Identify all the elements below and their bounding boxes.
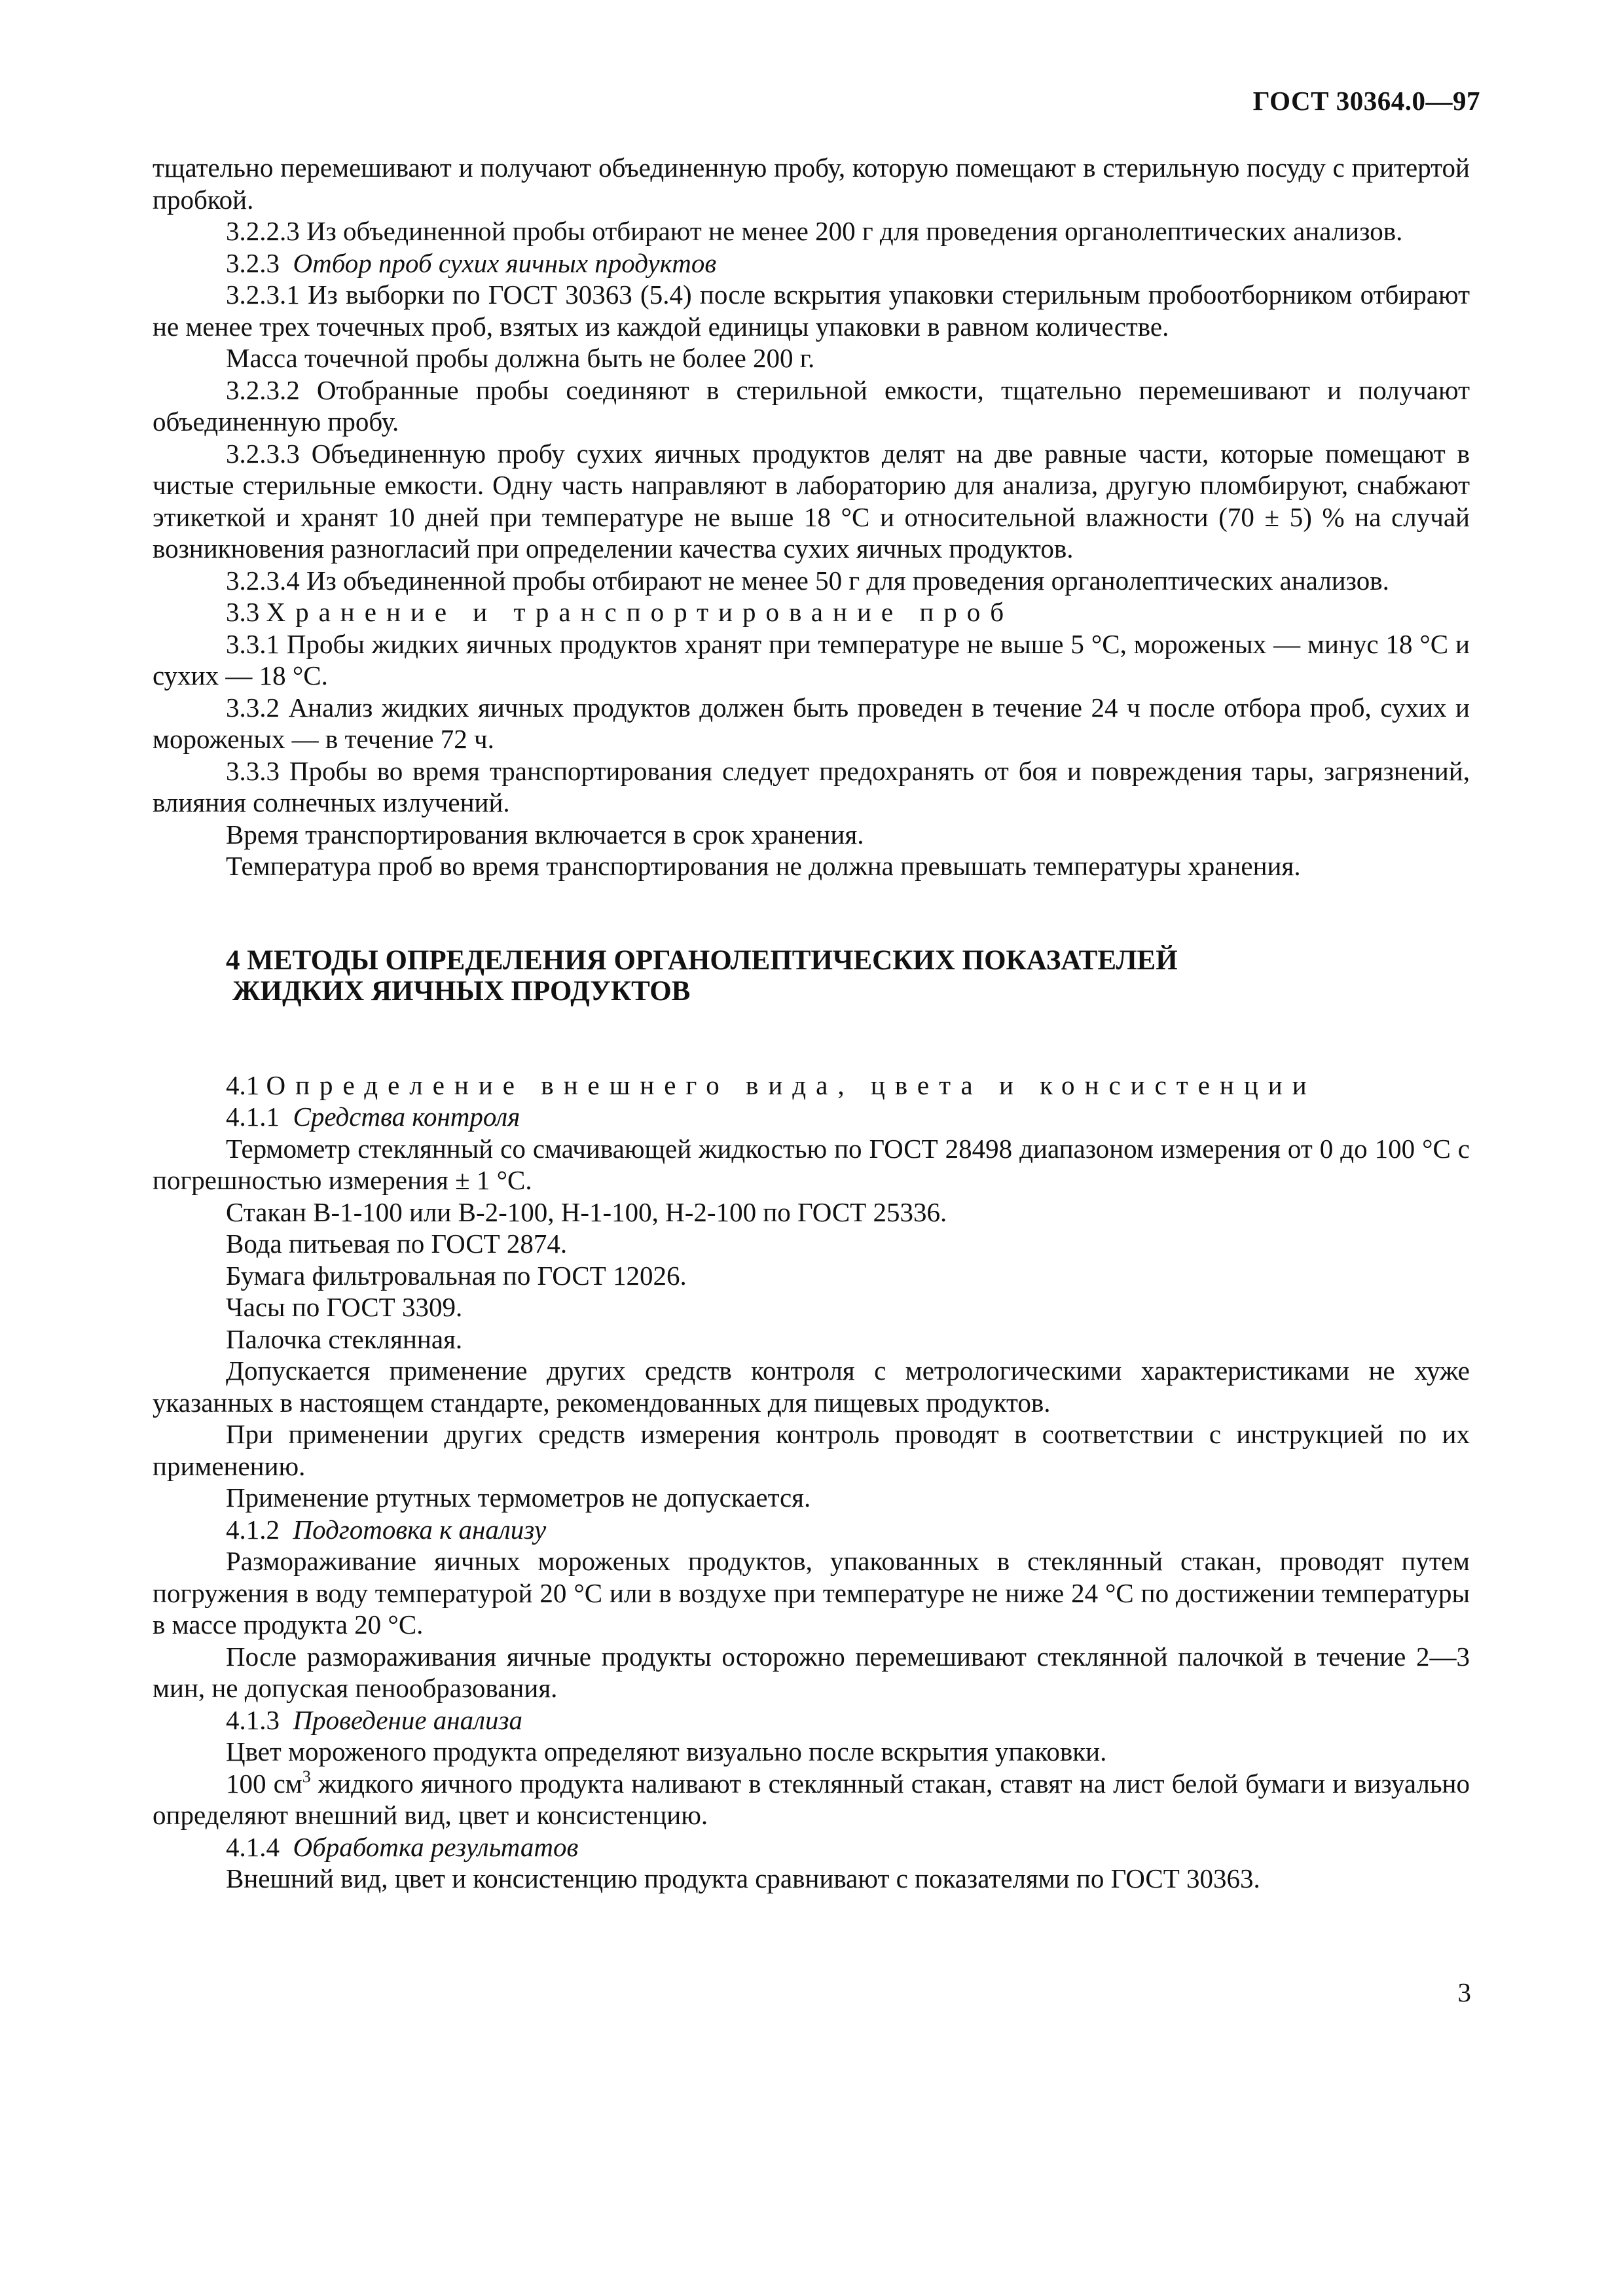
paragraph: Стакан В-1-100 или В-2-100, Н-1-100, Н-2-100 по ГОСТ 25336.	[226, 1196, 947, 1227]
subsection-title: Подготовка к анализу	[293, 1514, 547, 1545]
paragraph: Палочка стеклянная.	[226, 1323, 463, 1354]
paragraph: Применение ртутных термометров не допускается.	[226, 1482, 811, 1513]
paragraph: 3.2.3.3 Объединенную пробу сухих яичных продуктов делят на две равные части, которые помещают в чистые стерильные емкости. Одну часть направляют в лабораторию для анализа, другую пломбируют, снабжают этикеткой и хранят 10 дней при температуре не выше 18 °С и относительной влажности (70 ± 5) % на случай возникновения разногласий при определении качества сухих яичных продуктов.	[153, 438, 1470, 564]
paragraph: 3.2.3.1 Из выборки по ГОСТ 30363 (5.4) после вскрытия упаковки стерильным пробоотборником отбирают не менее трех точечных проб, взятых из каждой единицы упаковки в равном количестве.	[153, 279, 1470, 342]
paragraph: 3.2.3.4 Из объединенной пробы отбирают не менее 50 г для проведения органолептических анализов.	[226, 565, 1389, 596]
subsection-heading	[153, 1831, 1470, 1863]
paragraph: 3.3.2 Анализ жидких яичных продуктов должен быть проведен в течение 24 ч после отбора проб, сухих и мороженых — в течение 72 ч.	[153, 692, 1470, 754]
paragraph: Бумага фильтровальная по ГОСТ 12026.	[226, 1260, 687, 1291]
page-number: 3	[1457, 1977, 1471, 2007]
subsection-number: 3.2.3	[226, 247, 280, 278]
subsection-number: 4.1	[226, 1069, 260, 1100]
subsection-title: Определение внешнего вида, цвета и консистенции	[266, 1069, 1317, 1100]
paragraph: Внешний вид, цвет и консистенцию продукта сравнивают с показателями по ГОСТ 30363.	[226, 1863, 1260, 1893]
paragraph: 3.3.3 Пробы во время транспортирования следует предохранять от боя и повреждения тары, загрязнений, влияния солнечных излучений.	[153, 755, 1470, 817]
paragraph: Время транспортирования включается в срок хранения.	[226, 819, 864, 850]
paragraph: Часы по ГОСТ 3309.	[226, 1292, 463, 1322]
section-heading-line: ЖИДКИХ ЯИЧНЫХ ПРОДУКТОВ	[232, 975, 691, 1007]
subsection-heading	[153, 1514, 1470, 1546]
paragraph: При применении других средств измерения контроль проводят в соответствии с инструкцией по их применению.	[153, 1419, 1470, 1481]
subsection-title: Хранение и транспортирование проб	[266, 597, 1014, 627]
paragraph: тщательно перемешивают и получают объединенную пробу, которую помещают в стерильную посуду с притертой пробкой.	[153, 152, 1470, 215]
paragraph	[153, 1768, 1470, 1831]
subsection-heading	[153, 1101, 1470, 1133]
paragraph: Термометр стеклянный со смачивающей жидкостью по ГОСТ 28498 диапазоном измерения от 0 до 100 °С с погрешностью измерения ± 1 °С.	[153, 1133, 1470, 1195]
paragraph: После размораживания яичные продукты осторожно перемешивают стеклянной палочкой в течение 2—3 мин, не допуская пенообразования.	[153, 1641, 1470, 1703]
section-heading	[226, 945, 1470, 1007]
standard-header: ГОСТ 30364.0—97	[1252, 86, 1480, 116]
subsection-heading	[153, 596, 1470, 628]
subsection-title: Средства контроля	[293, 1102, 520, 1132]
paragraph-text: жидкого яичного продукта наливают в стеклянный стакан, ставят на лист белой бумаги и визуально определяют внешний вид, цвет и консистенцию.	[153, 1768, 1470, 1830]
paragraph: Размораживание яичных мороженых продуктов, упакованных в стеклянный стакан, проводят путем погружения в воду температурой 20 °С или в воздухе при температуре не ниже 24 °С по достижении температуры в массе продукта 20 °С.	[153, 1546, 1470, 1640]
superscript: 3	[302, 1767, 311, 1786]
subsection-number: 4.1.1	[226, 1102, 280, 1132]
paragraph: 3.3.1 Пробы жидких яичных продуктов хранят при температуре не выше 5 °С, мороженых — минус 18 °С и сухих — 18 °С.	[153, 628, 1470, 691]
subsection-number: 4.1.3	[226, 1704, 280, 1735]
paragraph: Масса точечной пробы должна быть не более 200 г.	[226, 343, 815, 373]
subsection-title: Обработка результатов	[293, 1831, 579, 1862]
subsection-heading	[153, 1704, 1470, 1736]
subsection-number: 3.3	[226, 597, 260, 627]
subsection-number: 4.1.2	[226, 1514, 280, 1545]
paragraph: Допускается применение других средств контроля с метрологическими характеристиками не хуже указанных в настоящем стандарте, рекомендованных для пищевых продуктов.	[153, 1355, 1470, 1418]
paragraph: Цвет мороженого продукта определяют визуально после вскрытия упаковки.	[226, 1736, 1107, 1767]
subsection-title: Проведение анализа	[293, 1704, 523, 1735]
document-body	[153, 152, 1470, 1895]
paragraph: Температура проб во время транспортирования не должна превышать температуры хранения.	[226, 851, 1301, 881]
subsection-heading	[153, 1069, 1470, 1102]
subsection-heading	[153, 247, 1470, 279]
paragraph: 3.2.2.3 Из объединенной пробы отбирают не менее 200 г для проведения органолептических анализов.	[226, 216, 1403, 246]
paragraph: 3.2.3.2 Отобранные пробы соединяют в стерильной емкости, тщательно перемешивают и получают объединенную пробу.	[153, 374, 1470, 437]
paragraph-text: 100 см	[226, 1768, 302, 1799]
subsection-title: Отбор проб сухих яичных продуктов	[293, 247, 717, 278]
section-heading-line: 4 МЕТОДЫ ОПРЕДЕЛЕНИЯ ОРГАНОЛЕПТИЧЕСКИХ ПОКАЗАТЕЛЕЙ	[226, 944, 1178, 976]
subsection-number: 4.1.4	[226, 1831, 280, 1862]
paragraph: Вода питьевая по ГОСТ 2874.	[226, 1229, 568, 1259]
